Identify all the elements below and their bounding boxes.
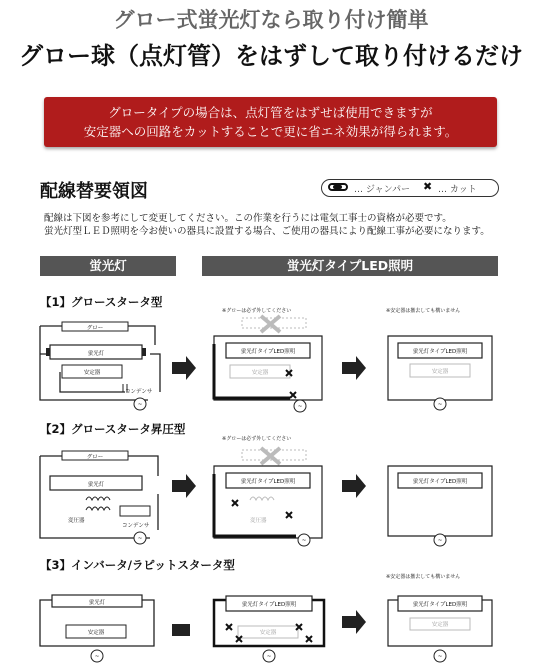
svg-text:蛍光灯: 蛍光灯 xyxy=(88,600,106,606)
svg-text:~: ~ xyxy=(137,536,143,542)
svg-text:~: ~ xyxy=(437,538,443,544)
svg-text:安定器: 安定器 xyxy=(259,630,277,636)
diagram-1-rewired xyxy=(214,307,322,412)
svg-text:コンデンサ: コンデンサ xyxy=(122,523,150,529)
description-line1: 配線は下図を参考にして変更してください。この作業を行うには電気工事士の資格が必要です。 xyxy=(44,213,452,224)
diagram-1-original xyxy=(40,322,160,410)
header-led: 蛍光灯タイプLED照明 xyxy=(202,256,498,276)
note-glow: ※グローは必ず外してください xyxy=(222,308,292,314)
svg-text:蛍光灯タイプLED照明: 蛍光灯タイプLED照明 xyxy=(412,349,468,355)
main-title-line1: グロー式蛍光灯なら取り付け簡単 xyxy=(113,8,429,32)
arrow-icon xyxy=(172,356,196,380)
section1-title: 【1】グロースタータ型 xyxy=(40,295,163,309)
diagram-2-original xyxy=(40,451,158,544)
svg-text:※グローは必ず外してください: ※グローは必ず外してください xyxy=(222,436,292,442)
diagram-3-original xyxy=(40,595,154,662)
svg-text:~: ~ xyxy=(137,402,143,408)
diagram-3-rewired xyxy=(214,596,324,662)
svg-text:蛍光灯タイプLED照明: 蛍光灯タイプLED照明 xyxy=(412,479,468,485)
svg-text:~: ~ xyxy=(437,654,443,660)
diagram-2-result xyxy=(388,466,492,546)
svg-text:変圧器: 変圧器 xyxy=(250,518,267,524)
svg-text:安定器: 安定器 xyxy=(431,622,449,628)
arrow-icon xyxy=(342,610,366,634)
fluorescent-label: 蛍光灯 xyxy=(87,351,105,357)
diagram-1-result xyxy=(386,307,492,410)
svg-text:グロー: グロー xyxy=(86,454,104,461)
section3-title: 【3】インバータ/ラピットスタータ型 xyxy=(40,558,235,572)
svg-text:※安定器は撤去しても構いません: ※安定器は撤去しても構いません xyxy=(386,574,461,580)
svg-text:安定器: 安定器 xyxy=(251,370,269,376)
led-label: 蛍光灯タイプLED照明 xyxy=(240,349,296,355)
transformer-label: 変圧器 xyxy=(68,518,85,524)
glow-label: グロー xyxy=(86,325,104,332)
svg-text:~: ~ xyxy=(297,404,303,410)
header-fluorescent: 蛍光灯 xyxy=(40,256,176,276)
svg-text:蛍光灯タイプLED照明: 蛍光灯タイプLED照明 xyxy=(240,479,296,485)
section-title: 配線替要領図 xyxy=(40,181,148,202)
arrow-icon xyxy=(172,474,196,498)
arrow-icon xyxy=(342,356,366,380)
svg-text:蛍光灯タイプLED照明: 蛍光灯タイプLED照明 xyxy=(412,602,468,608)
section2-title: 【2】グロースタータ昇圧型 xyxy=(40,422,186,436)
legend-cut-label: … カット xyxy=(438,185,477,195)
svg-text:蛍光灯タイプLED照明: 蛍光灯タイプLED照明 xyxy=(241,602,297,608)
svg-text:安定器: 安定器 xyxy=(87,630,105,636)
main-title-line2: グロー球（点灯管）をはずして取り付けるだけ xyxy=(19,42,523,70)
note-ballast: ※安定器は撤去しても構いません xyxy=(386,308,461,314)
condenser-label: コンデンサ xyxy=(125,389,153,395)
svg-text:~: ~ xyxy=(94,654,100,660)
cut-icon: ✖ xyxy=(423,180,433,193)
description-line2: 蛍光灯型ＬＥＤ照明を今お使いの器具に設置する場合、ご使用の器具により配線工事が必要になります。 xyxy=(44,226,490,237)
diagram-3-result xyxy=(386,573,492,662)
svg-text:安定器: 安定器 xyxy=(431,369,449,375)
ballast-label: 安定器 xyxy=(83,370,101,376)
diagram-2-rewired xyxy=(214,435,322,546)
svg-text:~: ~ xyxy=(437,402,443,408)
svg-text:蛍光灯: 蛍光灯 xyxy=(87,482,105,488)
arrow-icon xyxy=(172,624,190,636)
banner-line1: グロータイプの場合は、点灯管をはずせば使用できますが xyxy=(108,105,433,120)
svg-text:~: ~ xyxy=(266,654,272,660)
svg-text:~: ~ xyxy=(301,538,307,544)
legend-jumper-label: … ジャンパー xyxy=(354,185,411,195)
banner-line2: 安定器への回路をカットすることで更に省エネ効果が得られます。 xyxy=(83,124,458,139)
arrow-icon xyxy=(342,474,366,498)
